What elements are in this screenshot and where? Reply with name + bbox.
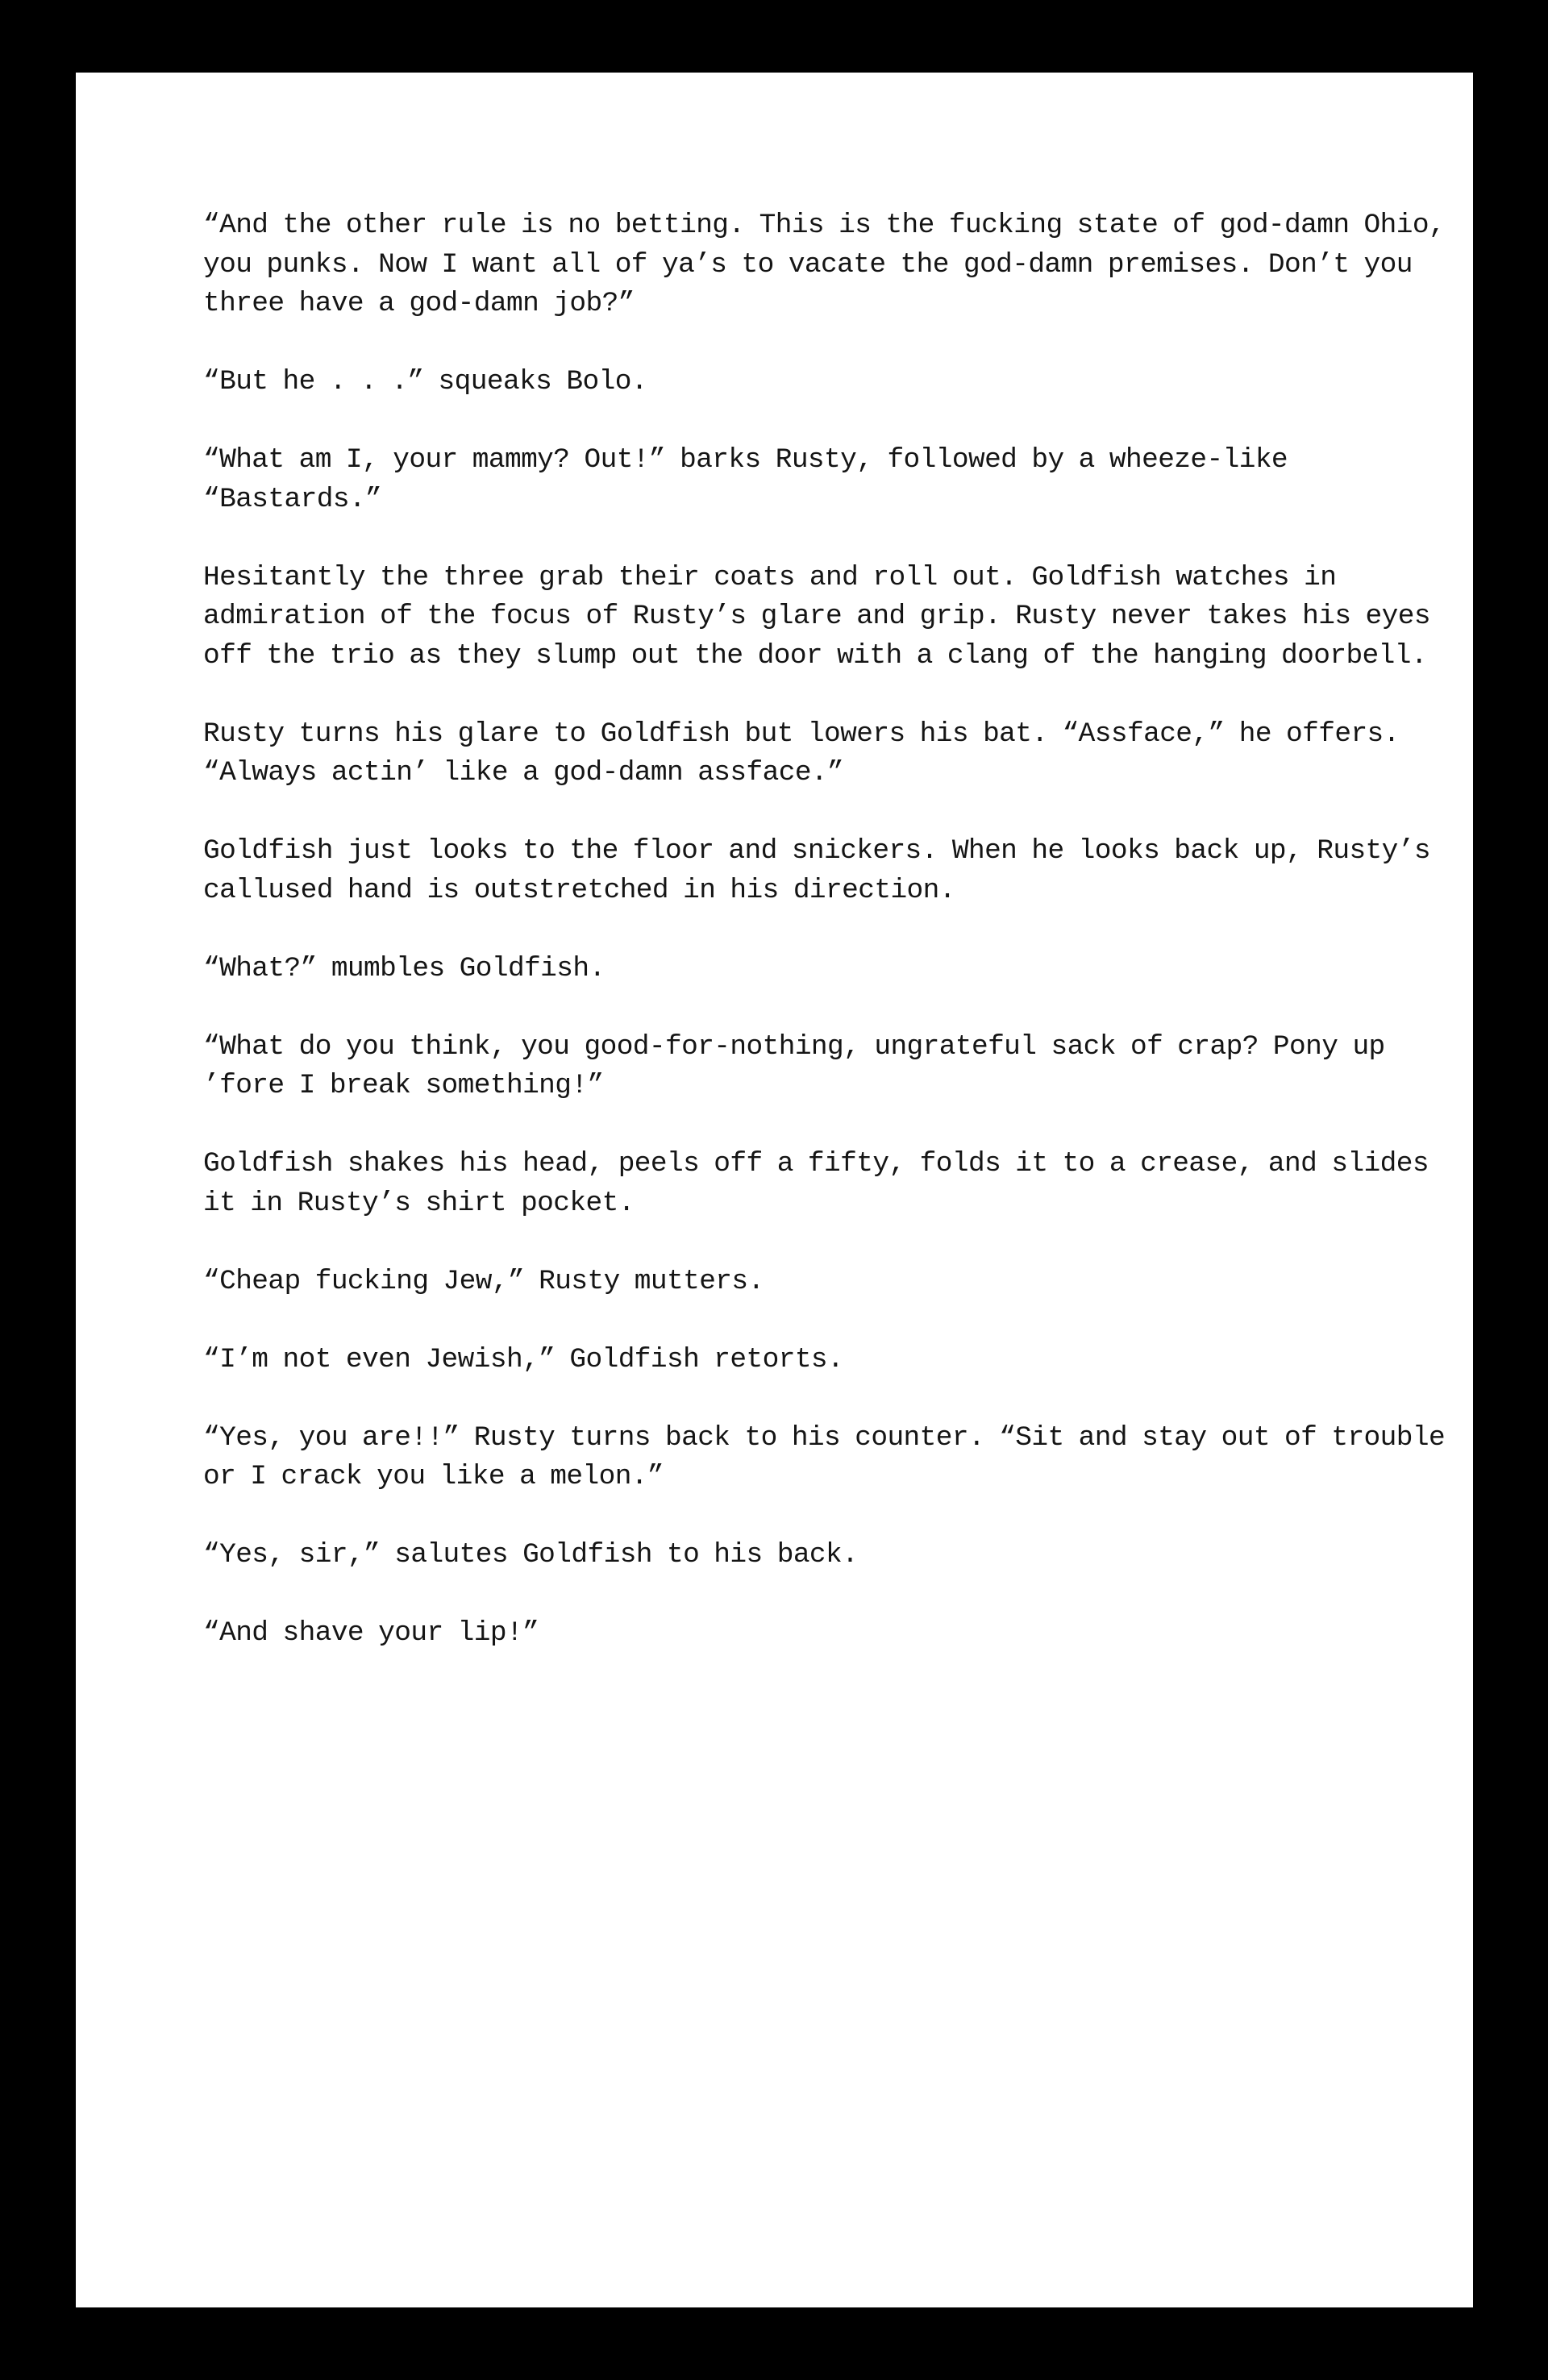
paragraph: “But he . . .” squeaks Bolo. [203, 366, 647, 397]
paragraph: Goldfish shakes his head, peels off a fifty, folds it to a crease, and slides it in Rusty’s shirt pocket. [203, 1148, 1429, 1219]
paragraph: Rusty turns his glare to Goldfish but lowers his bat. “Assface,” he offers. “Always actin’ like a god-damn assface.” [203, 718, 1400, 788]
paragraph: Hesitantly the three grab their coats and roll out. Goldfish watches in admiration of the focus of Rusty’s glare and grip. Rusty never takes his eyes off the trio as they slump out the door with a clang of the hanging doorbell. [203, 561, 1430, 672]
paragraph: “I’m not even Jewish,” Goldfish retorts. [203, 1343, 844, 1375]
paragraph: “And the other rule is no betting. This is the fucking state of god-damn Ohio, you punks. Now I want all of ya’s to vacate the god-damn premises. Don’t you three have a god-damn job?” [203, 210, 1446, 319]
paragraph: “What do you think, you good-for-nothing, ungrateful sack of crap? Pony up ’fore I break something!” [203, 1030, 1385, 1101]
paragraph: “Yes, sir,” salutes Goldfish to his back. [203, 1539, 859, 1571]
body-text [203, 206, 1461, 1692]
paragraph: “And shave your lip!” [203, 1617, 539, 1649]
paragraph: Goldfish just looks to the floor and snickers. When he looks back up, Rusty’s callused hand is outstretched in his direction. [203, 835, 1430, 906]
paragraph: “What am I, your mammy? Out!” barks Rusty, followed by a wheeze-like “Bastards.” [203, 444, 1288, 515]
manuscript-page [76, 73, 1473, 2307]
paragraph: “Yes, you are!!” Rusty turns back to his counter. “Sit and stay out of trouble or I crack you like a melon.” [203, 1421, 1446, 1492]
paragraph: “What?” mumbles Goldfish. [203, 952, 605, 984]
paragraph: “Cheap fucking Jew,” Rusty mutters. [203, 1265, 764, 1297]
